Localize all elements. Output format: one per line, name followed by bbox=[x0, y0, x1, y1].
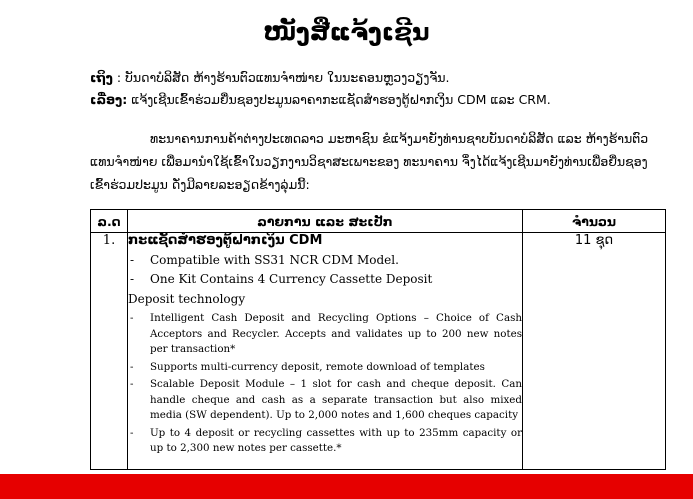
spec-bullet: - Supports multi-currency deposit, remote download of templates bbox=[128, 360, 522, 376]
row-quantity: 11 ຊຸດ bbox=[523, 233, 666, 470]
spec-bullet: - Scalable Deposit Module – 1 slot for cash and cheque deposit. Can handle cheque and cash as a separate transaction but also mixed media (SW dependent). Up to 2,000 notes and 1,600 cheques capacity bbox=[128, 377, 522, 424]
spec-bullet: - Up to 4 deposit or recycling cassettes with up to 235mm capacity or up to 2,300 new notes per cassette.* bbox=[128, 426, 522, 457]
subject-label: ເລື່ອງ: bbox=[90, 92, 128, 107]
row-number: 1. bbox=[91, 233, 128, 470]
item-bullet: - One Kit Contains 4 Currency Cassette Deposit bbox=[128, 270, 522, 289]
footer-bar bbox=[0, 474, 693, 499]
spec-bullet: - Intelligent Cash Deposit and Recycling Options – Choice of Cash Acceptors and Recycler. Accepts and validates up to 200 new notes per transaction* bbox=[128, 311, 522, 358]
document-title: ໜັງສືແຈ້ງເຊີນ bbox=[263, 18, 430, 46]
intro-line: ແທນຈຳໜ່າຍ ເພື່ອມານຳໃຊ້ເຂົ້າໃນວຽກງານວິຊາສະເພາະຂອງ ທະນາຄານ ຈຶ່ງໄດ້ແຈ້ງເຊີນມາຍັງທ່ານເພື່ອຍື່ນຊອງ bbox=[90, 154, 648, 169]
recipient-label: ເຖິງ bbox=[90, 70, 113, 85]
header-description: ລາຍການ ແລະ ສະເປັກ bbox=[128, 210, 523, 233]
recipient-line bbox=[90, 70, 450, 85]
intro-paragraph bbox=[90, 127, 666, 196]
header-no: ລ.ດ bbox=[91, 210, 128, 233]
row-description bbox=[128, 233, 523, 470]
subject-text: ແຈ້ງເຊີນເຂົ້າຮ່ວມຍື່ນຊອງປະມູນລາຄາກະແຊັດສຳຮອງຕູ້ຝາກເງິນ CDM ແລະ CRM. bbox=[127, 92, 551, 107]
subject-line bbox=[90, 92, 551, 107]
item-subheading: Deposit technology bbox=[128, 292, 246, 306]
items-table bbox=[90, 209, 666, 470]
intro-line: ທະນາຄານການຄ້າຕ່າງປະເທດລາວ ມະຫາຊົນ ຂໍແຈ້ງມາຍັງທ່ານຊາບບັນດາບໍລິສັດ ແລະ ຫ້າງຮ້ານຕົວ bbox=[150, 131, 649, 146]
header-quantity: ຈຳນວນ bbox=[523, 210, 666, 233]
table-row bbox=[91, 233, 666, 470]
item-title: ກະແຊັດສຳຮອງຕູ້ຝາກເງິນ CDM bbox=[128, 233, 323, 248]
item-bullet: - Compatible with SS31 NCR CDM Model. bbox=[128, 251, 522, 270]
table-header-row bbox=[91, 210, 666, 233]
recipient-text: : ບັນດາບໍລິສັດ ຫ້າງຮ້ານຕົວແທນຈຳໜ່າຍ ໃນນະຄອນຫຼວງວຽງຈັນ. bbox=[112, 70, 450, 85]
intro-line: ເຂົ້າຮ່ວມປະມູນ ດັ່ງມີລາຍລະອຽດຂ້າງລຸ່ມນີ້: bbox=[90, 177, 310, 192]
